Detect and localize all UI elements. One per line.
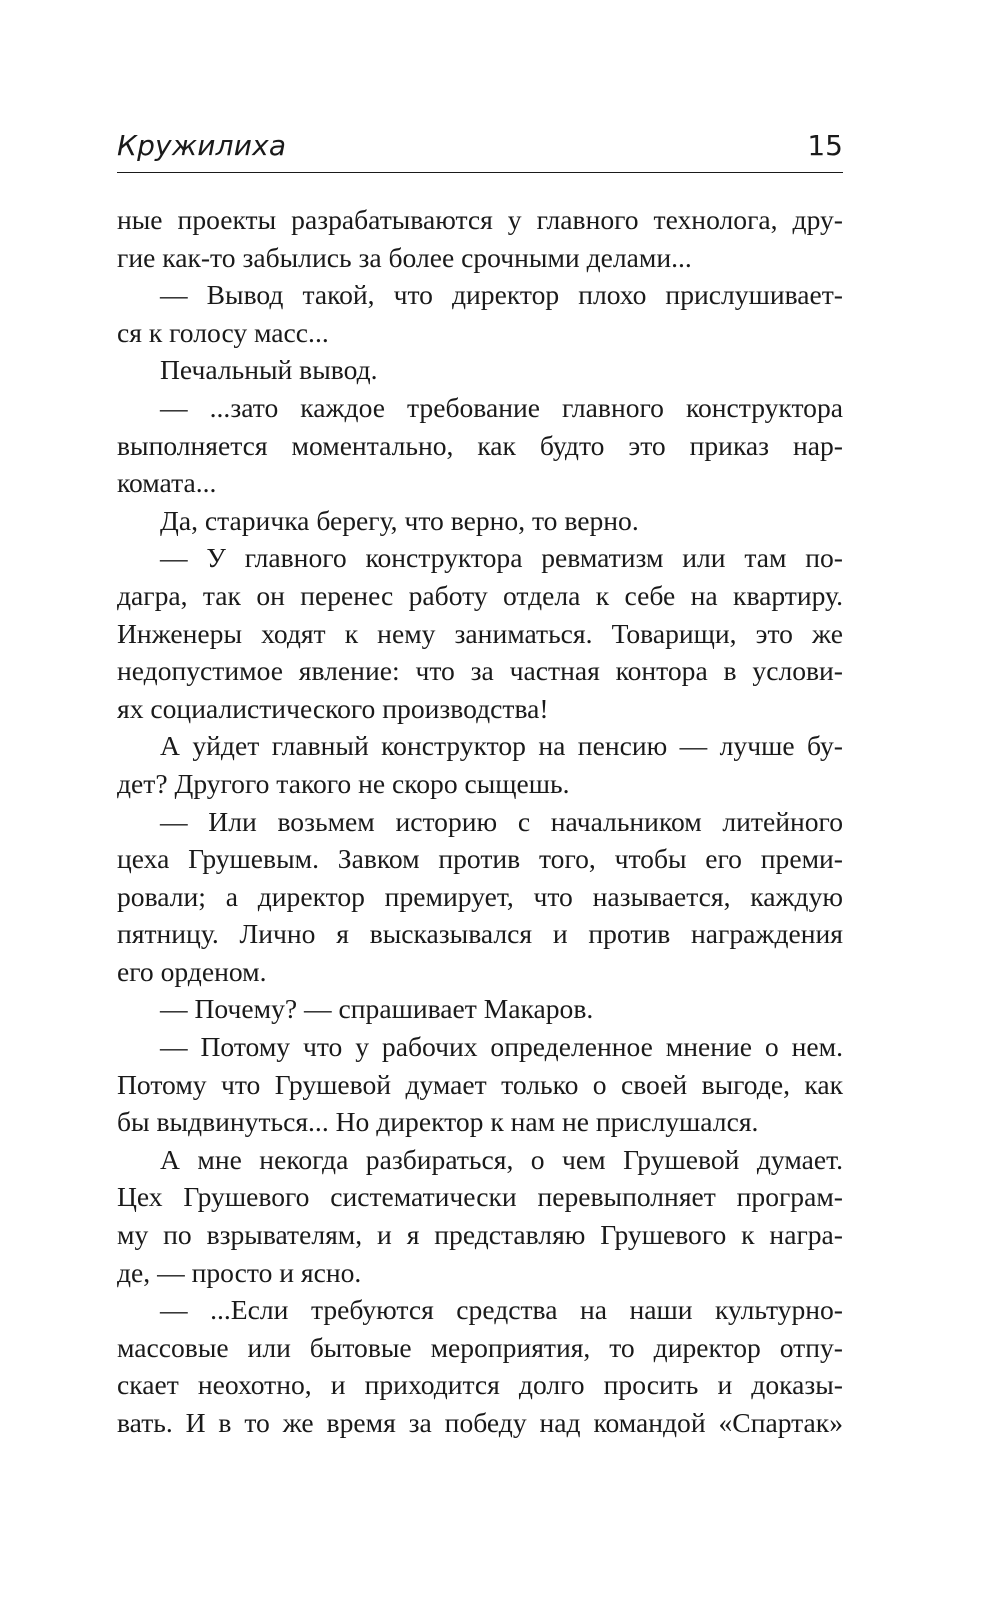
text-line: дет? Другого такого не скоро сыщешь. [117,767,570,799]
text-line: — Почему? — спрашивает Макаров. [160,993,594,1025]
text-line: Инженеры ходят к нему заниматься. Товарищи, это же [117,617,843,649]
text-line: дагра, так он перенес работу отдела к себе на квартиру. [117,579,843,611]
text-line: комата... [117,467,217,499]
book-title: Кружилиха [117,129,287,162]
text-line: бы выдвинуться... Но директор к нам не прислушался. [117,1106,759,1138]
text-line: недопустимое явление: что за частная контора в услови- [117,655,843,687]
text-line: его орденом. [117,955,267,987]
text-line: — ...Если требуются средства на наши культурно- [160,1294,843,1326]
text-line: — ...зато каждое требование главного конструктора [160,391,843,423]
running-head [117,128,843,173]
text-line: цеха Грушевым. Завком против того, чтобы его преми- [117,843,843,875]
text-line: Печальный вывод. [160,354,378,386]
text-line: Да, старичка берегу, что верно, то верно. [160,504,639,536]
text-line: ные проекты разрабатываются у главного технолога, дру- [117,204,843,235]
text-line: А уйдет главный конструктор на пенсию — лучше бу- [160,730,843,762]
text-line: ях социалистического производства! [117,692,549,724]
text-line: — Потому что у рабочих определенное мнение о нем. [160,1031,843,1063]
text-line: ровали; а директор премирует, что называется, каждую [117,880,843,912]
text-line: де, — просто и ясно. [117,1256,362,1288]
text-line: выполняется моментально, как будто это приказ нар- [117,429,843,461]
text-line: Цех Грушевого систематически перевыполняет програм- [117,1181,843,1213]
text-line: скает неохотно, и приходится долго просить и доказы- [117,1369,843,1401]
text-line: — У главного конструктора ревматизм или там по- [160,542,843,574]
text-line: вать. И в то же время за победу над командой «Спартак» [117,1407,843,1438]
text-line: гие как-то забылись за более срочными делами... [117,241,692,273]
page-number: 15 [807,129,843,162]
text-line: ся к голосу масс... [117,316,329,348]
text-line: пятницу. Лично я высказывался и против награждения [117,918,843,950]
body-text [117,201,843,1442]
text-line: — Или возьмем историю с начальником литейного [160,805,843,837]
text-line: А мне некогда разбираться, о чем Грушевой думает. [160,1143,843,1175]
text-line: — Вывод такой, что директор плохо прислушивает- [160,279,843,311]
text-line: му по взрывателям, и я представляю Грушевого к награ- [117,1219,843,1251]
text-line: Потому что Грушевой думает только о своей выгоде, как [117,1068,843,1100]
text-line: массовые или бытовые мероприятия, то директор отпу- [117,1331,843,1363]
